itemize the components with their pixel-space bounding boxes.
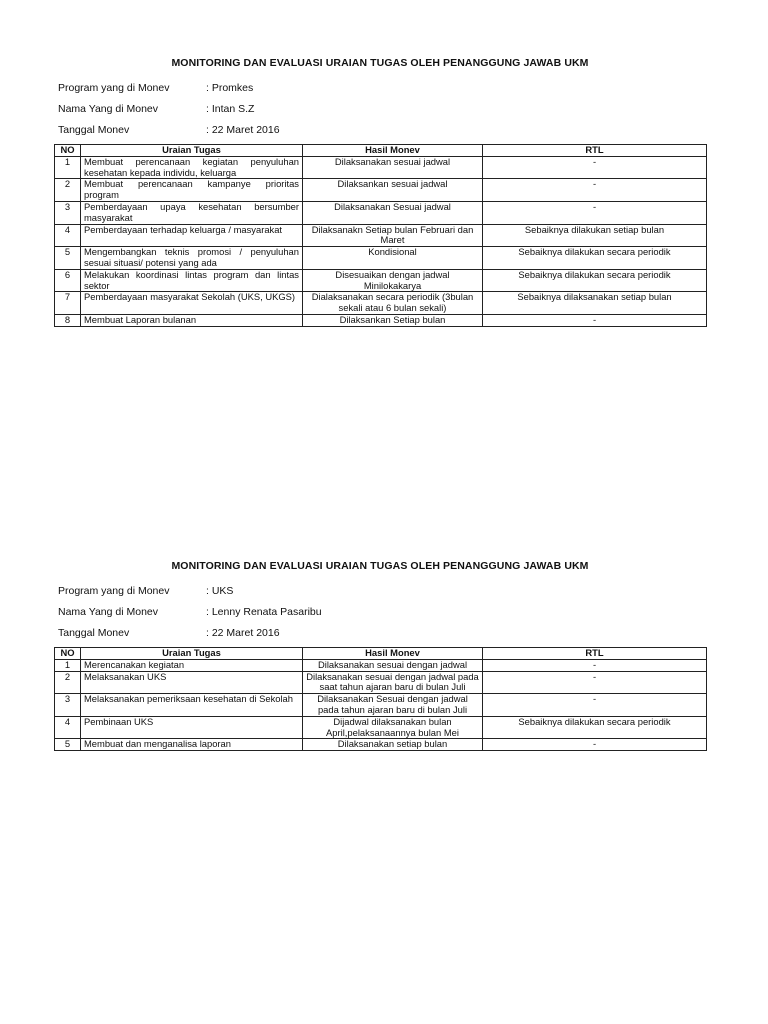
cell-no: 6 (55, 269, 81, 292)
info-label: Nama Yang di Monev (58, 606, 159, 618)
cell-no: 5 (55, 739, 81, 751)
header-rtl: RTL (483, 648, 707, 660)
cell-rtl: - (483, 201, 707, 224)
cell-hasil: Dilaksanakan Sesuai dengan jadwal pada tahun ajaran baru di bulan Juli (303, 694, 483, 717)
info-row-nama (54, 605, 706, 626)
info-value: : UKS (206, 585, 234, 597)
table-header-row (55, 145, 707, 157)
monev-section-uks (54, 560, 706, 751)
cell-hasil: Disesuaikan dengan jadwal Minilokakarya (303, 269, 483, 292)
info-row-nama (54, 102, 706, 123)
info-value: : Lenny Renata Pasaribu (206, 606, 322, 618)
cell-hasil: Dilaksanakan sesuai dengan jadwal (303, 659, 483, 671)
info-row-program (54, 584, 706, 605)
info-value: : Promkes (206, 82, 254, 94)
monev-table (54, 144, 707, 327)
cell-rtl: - (483, 659, 707, 671)
header-uraian-tugas: Uraian Tugas (81, 145, 303, 157)
cell-no: 7 (55, 292, 81, 315)
cell-uraian: Membuat Laporan bulanan (81, 314, 303, 326)
cell-rtl: - (483, 156, 707, 179)
cell-no: 5 (55, 247, 81, 270)
info-value: : 22 Maret 2016 (206, 124, 280, 136)
info-value: : Intan S.Z (206, 103, 255, 115)
cell-uraian: Membuat perencanaan kegiatan penyuluhan kesehatan kepada individu, keluarga (81, 156, 303, 179)
cell-uraian: Melaksanakan UKS (81, 671, 303, 694)
header-rtl: RTL (483, 145, 707, 157)
info-row-tanggal (54, 123, 706, 144)
cell-hasil: Dilaksanakn Setiap bulan Februari dan Maret (303, 224, 483, 247)
cell-uraian: Merencanakan kegiatan (81, 659, 303, 671)
table-row (55, 179, 707, 202)
section-title: MONITORING DAN EVALUASI URAIAN TUGAS OLEH PENANGGUNG JAWAB UKM (171, 57, 589, 69)
cell-uraian: Melakukan koordinasi lintas program dan lintas sektor (81, 269, 303, 292)
table-row (55, 247, 707, 270)
cell-hasil: Dilaksanakan setiap bulan (303, 739, 483, 751)
cell-rtl: Sebaiknya dilaksanakan setiap bulan (483, 292, 707, 315)
cell-hasil: Dijadwal dilaksanakan bulan April,pelaksanaannya bulan Mei (303, 716, 483, 739)
cell-hasil: Dilaksanakan Sesuai jadwal (303, 201, 483, 224)
cell-no: 4 (55, 224, 81, 247)
cell-hasil: Dilaksanakan sesuai dengan jadwal pada saat tahun ajaran baru di bulan Juli (303, 671, 483, 694)
cell-uraian: Pembinaan UKS (81, 716, 303, 739)
table-row (55, 659, 707, 671)
cell-rtl: Sebaiknya dilakukan secara periodik (483, 269, 707, 292)
cell-no: 1 (55, 156, 81, 179)
header-no: NO (55, 648, 81, 660)
cell-rtl: - (483, 671, 707, 694)
monev-table (54, 647, 707, 751)
cell-no: 2 (55, 671, 81, 694)
cell-rtl: Sebaiknya dilakukan setiap bulan (483, 224, 707, 247)
cell-hasil: Dilaksanakan sesuai jadwal (303, 156, 483, 179)
cell-uraian: Membuat perencanaan kampanye prioritas program (81, 179, 303, 202)
cell-no: 3 (55, 694, 81, 717)
info-label: Program yang di Monev (58, 82, 170, 94)
table-row (55, 201, 707, 224)
info-row-program (54, 81, 706, 102)
cell-no: 3 (55, 201, 81, 224)
cell-rtl: Sebaiknya dilakukan secara periodik (483, 247, 707, 270)
header-hasil-monev: Hasil Monev (303, 145, 483, 157)
cell-rtl: - (483, 739, 707, 751)
cell-uraian: Mengembangkan teknis promosi / penyuluhan sesuai situasi/ potensi yang ada (81, 247, 303, 270)
monev-section-promkes (54, 57, 706, 327)
cell-no: 8 (55, 314, 81, 326)
table-row (55, 694, 707, 717)
table-row (55, 739, 707, 751)
info-label: Tanggal Monev (58, 124, 130, 136)
table-row (55, 224, 707, 247)
cell-no: 1 (55, 659, 81, 671)
table-row (55, 156, 707, 179)
cell-uraian: Pemberdayaan upaya kesehatan bersumber masyarakat (81, 201, 303, 224)
info-label: Nama Yang di Monev (58, 103, 159, 115)
cell-uraian: Pemberdayaan masyarakat Sekolah (UKS, UKGS) (81, 292, 303, 315)
section-title: MONITORING DAN EVALUASI URAIAN TUGAS OLEH PENANGGUNG JAWAB UKM (171, 560, 589, 572)
info-row-tanggal (54, 626, 706, 647)
cell-uraian: Pemberdayaan terhadap keluarga / masyarakat (81, 224, 303, 247)
table-header-row (55, 648, 707, 660)
cell-uraian: Melaksanakan pemeriksaan kesehatan di Sekolah (81, 694, 303, 717)
info-label: Program yang di Monev (58, 585, 170, 597)
cell-rtl: - (483, 694, 707, 717)
cell-no: 2 (55, 179, 81, 202)
table-row (55, 716, 707, 739)
cell-uraian: Membuat dan menganalisa laporan (81, 739, 303, 751)
cell-hasil: Dilaksankan Setiap bulan (303, 314, 483, 326)
cell-rtl: Sebaiknya dilakukan secara periodik (483, 716, 707, 739)
info-value: : 22 Maret 2016 (206, 627, 280, 639)
info-label: Tanggal Monev (58, 627, 130, 639)
table-row (55, 671, 707, 694)
cell-hasil: Dialaksanakan secara periodik (3bulan sekali atau 6 bulan sekali) (303, 292, 483, 315)
header-hasil-monev: Hasil Monev (303, 648, 483, 660)
cell-hasil: Dilaksankan sesuai jadwal (303, 179, 483, 202)
table-row (55, 314, 707, 326)
cell-hasil: Kondisional (303, 247, 483, 270)
table-row (55, 269, 707, 292)
cell-rtl: - (483, 179, 707, 202)
table-row (55, 292, 707, 315)
header-no: NO (55, 145, 81, 157)
header-uraian-tugas: Uraian Tugas (81, 648, 303, 660)
cell-no: 4 (55, 716, 81, 739)
cell-rtl: - (483, 314, 707, 326)
